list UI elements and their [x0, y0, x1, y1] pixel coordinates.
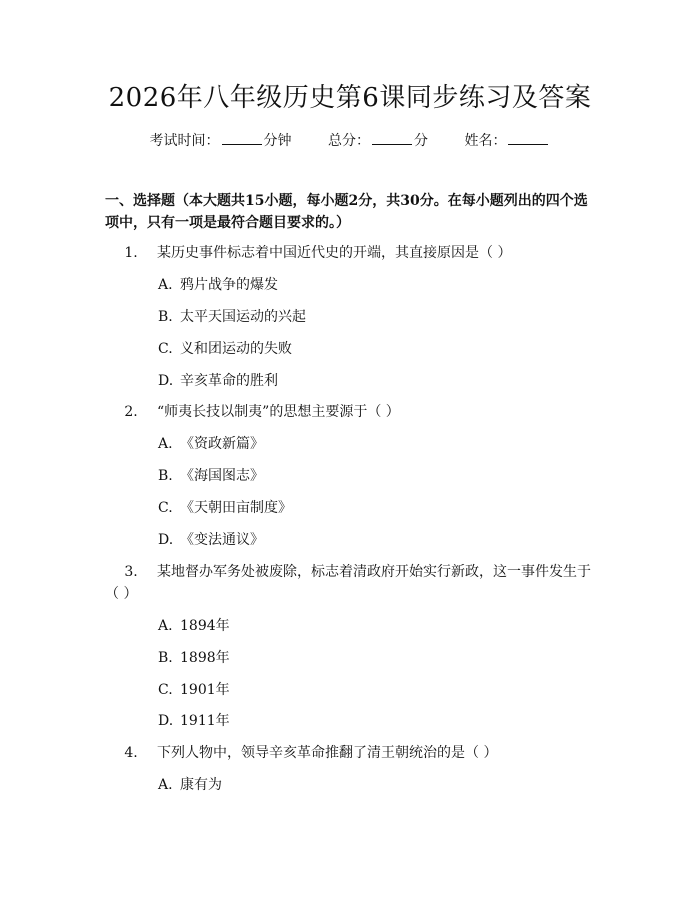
option-letter: B.	[158, 468, 173, 484]
question-3-option-a[interactable]	[158, 615, 230, 637]
question-1	[105, 242, 600, 264]
option-letter: A.	[158, 618, 173, 634]
option-letter: C.	[158, 682, 173, 698]
total-score-unit: 分	[414, 133, 428, 149]
option-text: 1911年	[180, 713, 230, 729]
option-letter: B.	[158, 309, 173, 325]
question-1-option-b[interactable]	[158, 306, 306, 328]
exam-info-line	[0, 130, 700, 152]
option-letter: B.	[158, 650, 173, 666]
question-text: 下列人物中，领导辛亥革命推翻了清王朝统治的是（ ）	[157, 745, 498, 761]
option-letter: C.	[158, 500, 173, 516]
question-1-option-a[interactable]	[158, 274, 278, 296]
question-4	[105, 742, 600, 764]
student-name-label: 姓名：	[464, 133, 507, 149]
option-text: 1898年	[180, 650, 230, 666]
student-name-field	[464, 130, 550, 152]
option-letter: A.	[158, 777, 173, 793]
exam-time-label: 考试时间：	[149, 133, 220, 149]
question-number: 2.	[124, 404, 138, 420]
option-letter: C.	[158, 341, 173, 357]
option-text: 太平天国运动的兴起	[180, 309, 306, 325]
option-letter: D.	[158, 713, 174, 729]
question-text: “师夷长技以制夷”的思想主要源于（ ）	[157, 404, 400, 420]
question-number: 1.	[124, 245, 138, 261]
question-2	[105, 401, 600, 423]
question-2-option-c[interactable]	[158, 497, 292, 519]
total-score-label: 总分：	[328, 133, 370, 149]
question-number: 4.	[124, 745, 138, 761]
question-3-option-d[interactable]	[158, 710, 230, 732]
question-2-option-b[interactable]	[158, 465, 264, 487]
question-1-option-c[interactable]	[158, 338, 292, 360]
option-text: 鸦片战争的爆发	[180, 277, 278, 293]
option-text: 《天朝田亩制度》	[180, 500, 292, 516]
option-text: 1901年	[180, 682, 230, 698]
option-text: 康有为	[180, 777, 222, 793]
option-letter: D.	[158, 532, 174, 548]
question-number: 3.	[124, 564, 138, 580]
option-text: 《资政新篇》	[180, 436, 264, 452]
option-text: 辛亥革命的胜利	[180, 373, 278, 389]
option-text: 1894年	[180, 618, 230, 634]
option-text: 《海国图志》	[180, 468, 264, 484]
option-text: 义和团运动的失败	[180, 341, 292, 357]
page-title: 2026年八年级历史第6课同步练习及答案	[108, 83, 592, 113]
question-2-option-d[interactable]	[158, 529, 264, 551]
question-3	[105, 561, 600, 605]
option-text: 《变法通议》	[180, 532, 264, 548]
total-score-field	[328, 130, 428, 152]
student-name-blank[interactable]	[508, 130, 548, 145]
question-3-option-c[interactable]	[158, 679, 230, 701]
total-score-blank[interactable]	[372, 130, 412, 145]
section-heading: 一、选择题（本大题共15小题，每小题2分，共30分。在每小题列出的四个选项中，只有一项是最符合题目要求的。）	[105, 193, 588, 231]
question-text: 某历史事件标志着中国近代史的开端，其直接原因是（ ）	[157, 245, 512, 261]
question-4-option-a[interactable]	[158, 774, 222, 796]
exam-time-blank[interactable]	[222, 130, 262, 145]
option-letter: D.	[158, 373, 174, 389]
exam-time-field	[150, 130, 292, 152]
question-text: 某地督办军务处被废除，标志着清政府开始实行新政，这一事件发生于（ ）	[105, 564, 591, 602]
exam-time-unit: 分钟	[263, 133, 292, 149]
question-3-option-b[interactable]	[158, 647, 230, 669]
question-1-option-d[interactable]	[158, 370, 278, 392]
question-2-option-a[interactable]	[158, 433, 264, 455]
option-letter: A.	[158, 436, 173, 452]
option-letter: A.	[158, 277, 173, 293]
